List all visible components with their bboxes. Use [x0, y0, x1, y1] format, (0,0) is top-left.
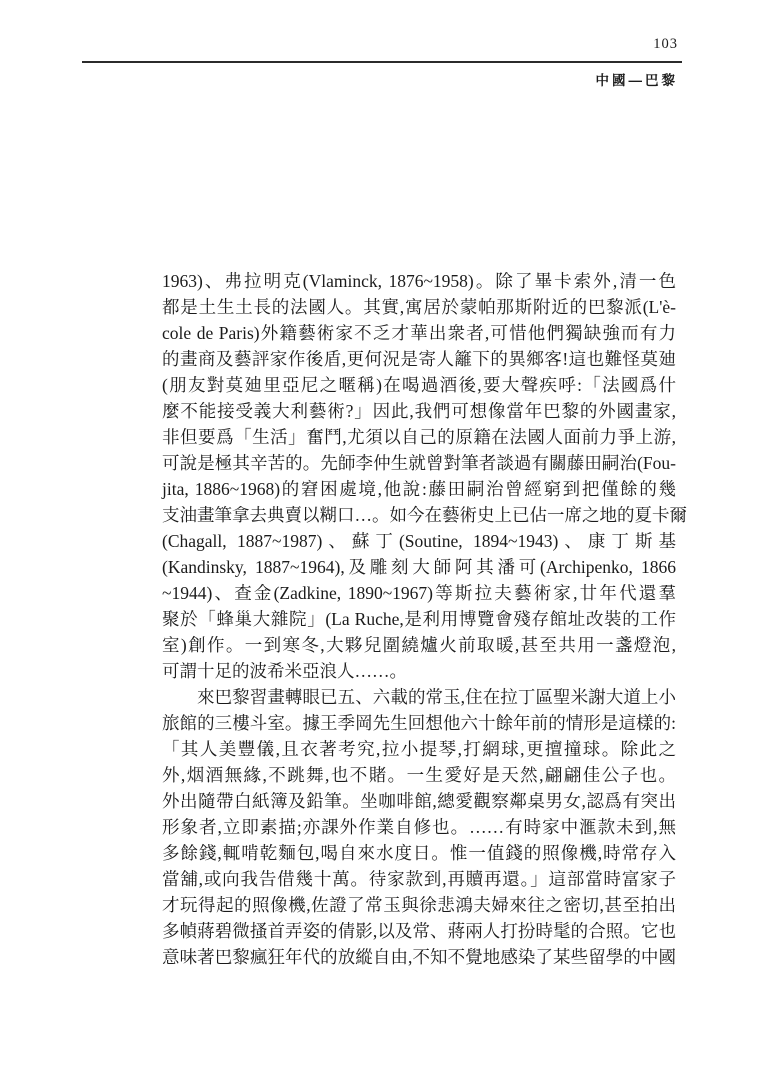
- text-line: 多餘錢,輒啃乾麵包,喝自來水度日。惟一值錢的照像機,時常存入: [162, 843, 676, 863]
- text-line: jita, 1886~1968)的窘困處境,他說:藤田嗣治曾經窮到把僅餘的幾: [162, 479, 676, 499]
- text-line: 意味著巴黎瘋狂年代的放縱自由,不知不覺地感染了某些留學的中國: [162, 947, 676, 967]
- text-line: 支油畫筆拿去典賣以糊口…。如今在藝術史上已佔一席之地的夏卡爾: [162, 505, 687, 525]
- text-line: 旅館的三樓斗室。據王季岡先生回想他六十餘年前的情形是這樣的:: [162, 713, 676, 733]
- text-line: cole de Paris)外籍藝術家不乏才華出衆者,可惜他們獨缺強而有力: [162, 323, 676, 343]
- text-line: 多幀蔣碧微搔首弄姿的倩影,以及常、蔣兩人打扮時髦的合照。它也: [162, 921, 676, 941]
- text-line: 才玩得起的照像機,佐證了常玉與徐悲鴻夫婦來往之密切,甚至拍出: [162, 895, 676, 915]
- text-line: (Chagall, 1887~1987)、蘇丁(Soutine, 1894~1943)、康丁斯基: [162, 531, 676, 551]
- text-line: 可謂十足的波希米亞浪人……。: [162, 661, 407, 681]
- text-line: (朋友對莫廸里亞尼之暱稱)在喝過酒後,要大聲疾呼:「法國爲什: [162, 375, 676, 395]
- text-line: 「其人美豐儀,且衣著考究,拉小提琴,打網球,更擅撞球。除此之: [162, 739, 676, 759]
- text-line: 麼不能接受義大利藝術?」因此,我們可想像當年巴黎的外國畫家,: [162, 401, 676, 421]
- text-line: 可說是極其辛苦的。先師李仲生就曾對筆者談過有關藤田嗣治(Fou-: [162, 453, 676, 473]
- body-text: [162, 268, 687, 970]
- text-line: 外出隨帶白紙簿及鉛筆。坐咖啡館,總愛觀察鄰桌男女,認爲有突出: [162, 791, 676, 811]
- text-line: (Kandinsky, 1887~1964),及雕刻大師阿其潘可(Archipenko, 1866: [162, 557, 676, 577]
- text-line: ~1944)、查金(Zadkine, 1890~1967)等斯拉夫藝術家,廿年代還羣: [162, 583, 676, 603]
- text-line: 室)創作。一到寒冬,大夥兒圍繞爐火前取暖,甚至共用一盞燈泡,: [162, 635, 676, 655]
- text-line: 來巴黎習畫轉眼已五、六載的常玉,住在拉丁區聖米謝大道上小: [197, 687, 676, 707]
- text-line: 當舖,或向我告借幾十萬。待家款到,再贖再還。」這部當時富家子: [162, 869, 676, 889]
- text-line: 非但要爲「生活」奮鬥,尤須以自己的原籍在法國人面前力爭上游,: [162, 427, 676, 447]
- text-line: 形象者,立即素描;亦課外作業自修也。……有時家中滙款未到,無: [162, 817, 676, 837]
- running-header: 中國—巴黎: [595, 73, 678, 88]
- text-line: 1963)、弗拉明克(Vlaminck, 1876~1958)。除了畢卡索外,清一色: [162, 271, 676, 291]
- page-number: 103: [653, 36, 678, 52]
- text-line: 的畫商及藝評家作後盾,更何況是寄人籬下的異鄉客!這也難怪莫廸: [162, 349, 676, 369]
- text-line: 都是土生土長的法國人。其實,寓居於蒙帕那斯附近的巴黎派(L'è-: [162, 297, 676, 317]
- text-line: 外,烟酒無緣,不跳舞,也不賭。一生愛好是天然,翩翩佳公子也。: [162, 765, 676, 785]
- text-line: 聚於「蜂巢大雜院」(La Ruche,是利用博覽會殘存館址改裝的工作: [162, 609, 676, 629]
- header-rule: [82, 61, 682, 63]
